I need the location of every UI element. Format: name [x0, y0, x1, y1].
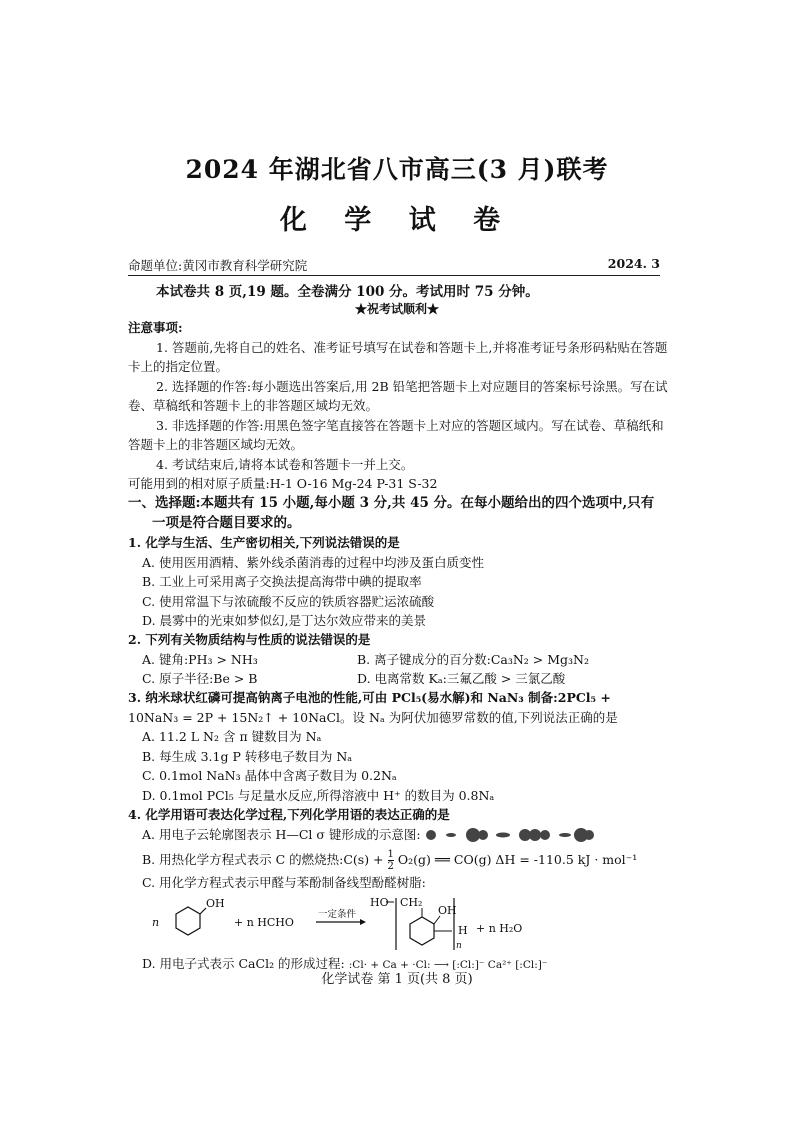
question-stem: 2. 下列有关物质结构与性质的说法错误的是 — [128, 632, 371, 647]
phenol-formaldehyde-equation — [148, 892, 628, 954]
option-a: A. 11.2 L N₂ 含 π 键数目为 Nₐ — [142, 729, 322, 744]
electron-formula: :Cl· + Ca + ·Cl: ⟶ [:Cl:]⁻ Ca²⁺ [:Cl:]⁻ — [348, 959, 548, 971]
option-c: C. 使用常温下与浓硫酸不反应的铁质容器贮运浓硫酸 — [142, 593, 435, 609]
section-heading — [128, 493, 668, 533]
oh-label: OH — [206, 897, 225, 910]
option-d: D. 晨雾中的光束如梦似幻,是丁达尔效应带来的美景 — [142, 613, 426, 628]
option-b: B. 离子键成分的百分数:Ca₃N₂ > Mg₃N₂ — [357, 651, 590, 667]
subject-title: 化 学 试 卷 — [279, 205, 515, 236]
reaction-condition: 一定条件 — [318, 909, 357, 920]
option-d: D. 0.1mol PCl₅ 与足量水反应,所得溶液中 H⁺ 的数目为 0.8Nₐ — [142, 787, 495, 803]
atomic-mass-line: 可能用到的相对原子质量:H-1 O-16 Mg-24 P-31 S-32 — [128, 476, 438, 491]
benzene-ring — [176, 907, 200, 935]
exam-date: 2024. 3 — [607, 256, 660, 271]
option-a — [128, 825, 668, 847]
product-water: + n H₂O — [476, 922, 523, 935]
good-luck-text: ★祝考试顺利★ — [354, 302, 439, 316]
question-3 — [128, 688, 668, 805]
option-c: C. 原子半径:Be > B — [142, 671, 258, 686]
benzene-ring — [410, 917, 434, 945]
option-a: A. 使用医用酒精、紫外线杀菌消毒的过程中均涉及蛋白质变性 — [142, 554, 484, 570]
exam-info: 本试卷共 8 页,19 题。全卷满分 100 分。考试用时 75 分钟。 — [156, 284, 539, 300]
option-a-text: A. 用电子云轮廓图表示 H—Cl σ 键形成的示意图: — [142, 826, 421, 842]
option-b: B. 工业上可采用离子交换法提高海带中碘的提取率 — [142, 574, 422, 589]
fraction — [388, 849, 394, 872]
arrow-head — [360, 919, 366, 925]
option-d-text: D. 用电子式表示 CaCl₂ 的形成过程: — [142, 956, 345, 971]
bond — [434, 916, 440, 924]
note-item: 2. 选择题的作答:每小题选出答案后,用 2B 铅笔把答题卡上对应题目的答案标号涂黑。写在试卷、草稿纸和答题卡上的非答题区域均无效。 — [128, 378, 668, 413]
option-b-rest: O₂(g) ══ CO(g) ΔH = -110.5 kJ · mol⁻¹ — [397, 851, 638, 867]
section-heading-line2: 一项是符合题目要求的。 — [152, 515, 301, 531]
page-footer: 化学试卷 第 1 页(共 8 页) — [321, 972, 473, 987]
question-4 — [128, 805, 668, 976]
exam-title: 2024 年湖北省八市高三(3 月)联考 — [185, 155, 609, 184]
notes-heading: 注意事项: — [128, 320, 183, 335]
subscript-n: n — [456, 941, 462, 951]
option-c: C. 用化学方程式表示甲醛与苯酚制备线型酚醛树脂: — [142, 874, 426, 890]
fraction-denominator: 2 — [387, 860, 394, 872]
reactant-hcho: + n HCHO — [234, 916, 294, 929]
section-heading-line1: 一、选择题:本题共有 15 小题,每小题 3 分,共 45 分。在每小题给出的四个选项中,只有 — [128, 495, 655, 511]
option-c: C. 0.1mol NaN₃ 晶体中含离子数目为 0.2Nₐ — [142, 768, 397, 783]
note-item: 4. 考试结束后,请将本试卷和答题卡一并上交。 — [156, 456, 414, 472]
h-label: H — [458, 924, 468, 937]
oh-label: OH — [438, 904, 457, 917]
options-row — [128, 650, 668, 670]
question-stem-line2: 10NaN₃ = 2P + 15N₂↑ + 10NaCl。设 Nₐ 为阿伏加德罗常数的值,下列说法正确的是 — [128, 709, 618, 725]
author-unit: 命题单位:黄冈市教育科学研究院 — [128, 258, 308, 273]
question-1 — [128, 533, 668, 631]
option-b: B. 每生成 3.1g P 转移电子数目为 Nₐ — [142, 748, 353, 764]
note-item: 1. 答题前,先将自己的姓名、准考证号填写在试卷和答题卡上,并将准考证号条形码粘贴在答题卡上的指定位置。 — [128, 339, 668, 374]
option-b — [128, 847, 668, 873]
question-stem: 4. 化学用语可表达化学过程,下列化学用语的表达正确的是 — [128, 807, 450, 822]
option-a: A. 键角:PH₃ > NH₃ — [142, 651, 258, 667]
divider — [128, 275, 660, 276]
meta-row — [128, 256, 660, 274]
note-item: 3. 非选择题的作答:用黑色签字笔直接答在答题卡上对应的答题区域内。写在试卷、草稿纸和答题卡上的非答题区域均无效。 — [128, 417, 664, 452]
options-row — [128, 669, 668, 689]
electron-cloud-diagram — [425, 826, 595, 844]
ch2-label: CH₂ — [400, 896, 423, 909]
option-b-text: B. 用热化学方程式表示 C 的燃烧热:C(s) + — [142, 851, 388, 867]
ho-label: HO — [370, 896, 389, 909]
coefficient-n: n — [152, 916, 160, 929]
fraction-numerator: 1 — [387, 848, 394, 860]
question-stem: 1. 化学与生活、生产密切相关,下列说法错误的是 — [128, 535, 400, 550]
question-stem-line1: 3. 纳米球状红磷可提高钠离子电池的性能,可由 PCl₅(易水解)和 NaN₃ 制备:2PCl₅ + — [128, 690, 611, 705]
option-d: D. 电离常数 Kₐ:三氟乙酸 > 三氯乙酸 — [357, 671, 566, 686]
notes-section — [128, 318, 668, 494]
question-2 — [128, 630, 668, 689]
